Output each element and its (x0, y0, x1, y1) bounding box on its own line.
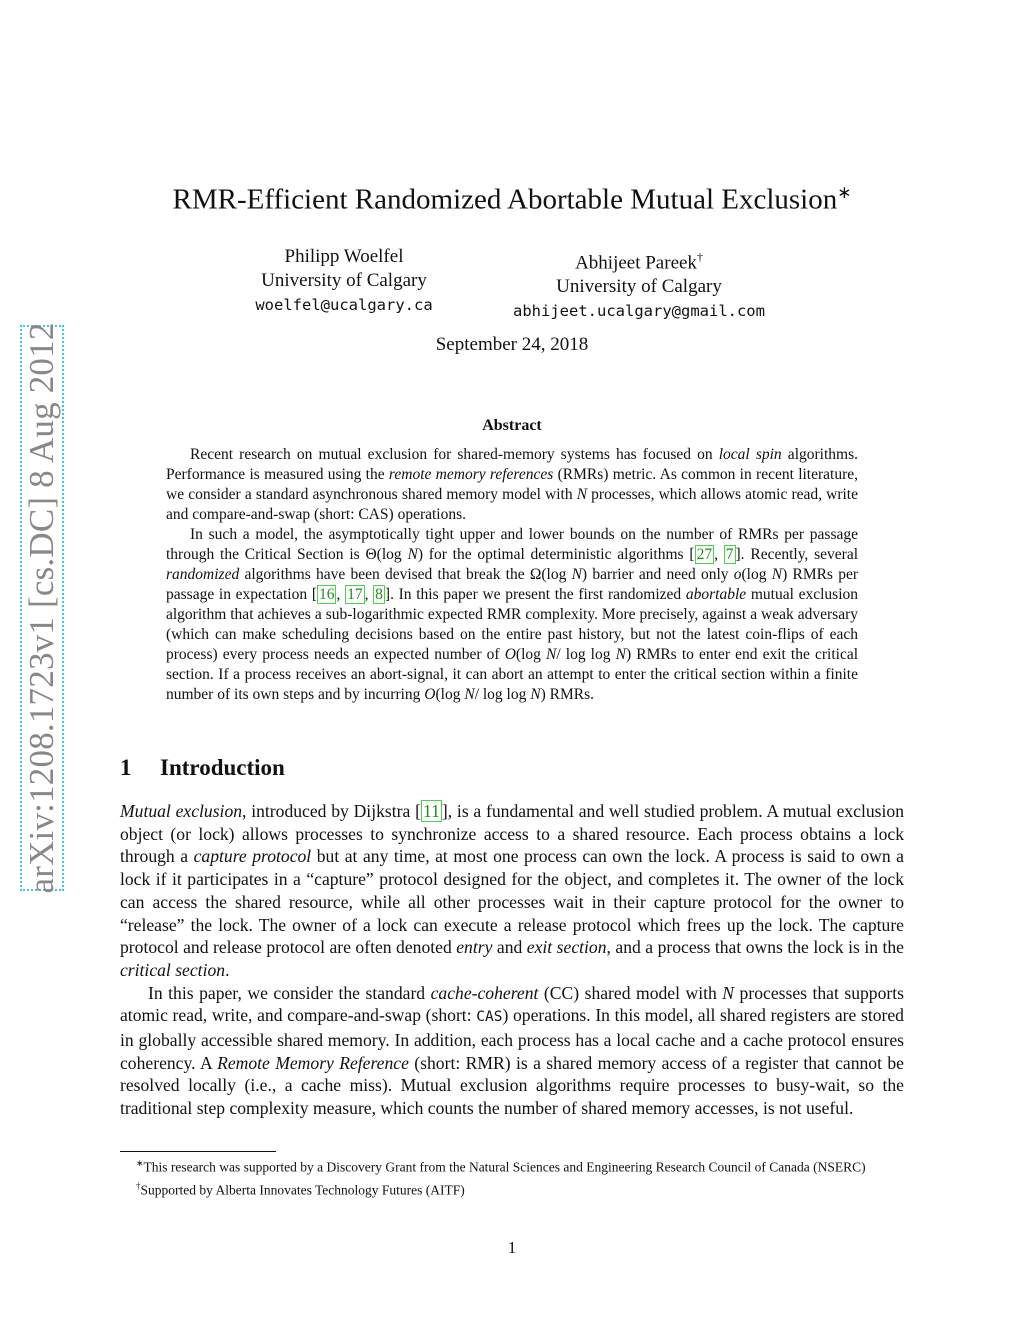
footnote-text: Supported by Alberta Innovates Technology Futures (AITF) (140, 1182, 465, 1197)
paper-date: September 24, 2018 (435, 334, 589, 355)
author-name-text: Abhijeet Pareek (575, 252, 697, 274)
citation-link[interactable]: 27 (696, 546, 713, 563)
code-cas: CAS (476, 1009, 503, 1026)
author-name: Philipp Woelfel (284, 246, 404, 267)
paper-title (0, 183, 1024, 217)
emphasis: abortable (685, 586, 747, 603)
citation-link[interactable]: 16 (318, 586, 335, 603)
intro-paragraph-2: In this paper, we consider the standard cache-coherent (CC) shared model with N processes that supports atomic read, write, and compare-and-swap (short: CAS) operations. In this model, all shared registers are stored in globally accessible shared memory. In addition, each process has a local cache and a cache protocol ensures coherency. A Remote Memory Reference (short: RMR) is a shared memory access of a register that cannot be resolved locally (i.e., a cache miss). Mutual exclusion algorithms require processes to busy-wait, so the traditional step complexity measure, which counts the number of shared memory accesses, is not useful. (120, 982, 904, 1119)
author-affiliation: University of Calgary (261, 270, 427, 291)
abstract-paragraph-2: In such a model, the asymptotically tight upper and lower bounds on the number of RMRs per passage through the Critical Section is Θ(log N) for the optimal deterministic algorithms [ 27 , 7 ]. Recently, several randomized algorithms have been devised that break the Ω(log N) barrier and need only o(log N) RMRs per passage in expectation [ 16 , 17 , 8 ]. In this paper we present the first randomized abortable mutual exclusion algorithm that achieves a sub-logarithmic expected RMR complexity. More precisely, against a weak adversary (which can make scheduling decisions based on the entire past history, but not the latest coin-flips of each process) every process needs an expected number of O(log N/ log log N) RMRs to enter end exit the critical section. If a process receives an abort-signal, it can abort an attempt to enter the critical section within a finite number of its own steps and by incurring O(log N/ log log N) RMRs. (166, 526, 859, 703)
author-name (495, 245, 783, 275)
emphasis: critical section (120, 959, 226, 980)
math-variable: N (722, 982, 735, 1003)
section-number: 1 (120, 755, 132, 780)
arxiv-identifier[interactable]: arXiv:1208.1723v1 [cs.DC] 8 Aug 2012 (22, 322, 61, 894)
title-text: RMR-Efficient Randomized Abortable Mutual Exclusion (172, 183, 838, 216)
emphasis: randomized (166, 566, 240, 583)
footnote-divider (120, 1151, 276, 1152)
author-block-2 (495, 245, 783, 323)
citation-link[interactable]: 17 (347, 586, 363, 603)
emphasis: capture protocol (193, 846, 312, 867)
abstract-paragraph-1: Recent research on mutual exclusion for shared-memory systems has focused on local spin algorithms. Performance is measured using the remote memory references (RMRs) metric. As common in recent literature, we consider a standard asynchronous shared memory model with N processes, which allows atomic read, write and compare-and-swap (short: CAS) operations. (166, 446, 859, 523)
footnote-mark: ∗ (136, 1158, 144, 1168)
emphasis: cache-coherent (430, 982, 539, 1003)
citation-link[interactable]: 7 (725, 546, 734, 563)
emphasis: exit section (526, 937, 607, 958)
footnote-2 (120, 1177, 904, 1200)
emphasis: remote memory references (388, 466, 554, 483)
footnotes (120, 1154, 904, 1199)
intro-paragraph-1: Mutual exclusion, introduced by Dijkstra [ 11 ], is a fundamental and well studied problem. A mutual exclusion object (or lock) allows processes to synchronize access to a shared resource. Each process obtains a lock through a capture protocol but at any time, at most one process can own the lock. A process is said to own a lock if it participates in a “capture” protocol designed for the object, and completes it. The owner of the lock can access the shared resource, while all other processes wait in their capture protocol for the owner to “release” the lock. The owner of a lock can execute a release protocol which frees up the lock. The capture protocol and release protocol are often denoted entry and exit section, and a process that owns the lock is in the critical section. (120, 801, 904, 980)
math-variable: N (576, 486, 588, 503)
page-number: 1 (507, 1238, 517, 1257)
abstract-heading: Abstract (482, 417, 542, 434)
emphasis: entry (456, 937, 493, 958)
introduction-body (120, 800, 904, 1120)
author-email[interactable]: woelfel@ucalgary.ca (255, 296, 433, 314)
author-email[interactable]: abhijeet.ucalgary@gmail.com (513, 302, 765, 321)
emphasis: Mutual exclusion (120, 801, 243, 821)
emphasis: Remote Memory Reference (217, 1052, 409, 1073)
footnote-1 (120, 1154, 904, 1177)
section-title: Introduction (160, 755, 285, 780)
section-heading-introduction (120, 755, 285, 781)
footnote-mark: † (136, 1180, 141, 1191)
citation-link[interactable]: 8 (375, 586, 383, 603)
author-footnote-mark: † (696, 250, 703, 264)
title-footnote-mark: ∗ (837, 183, 852, 202)
emphasis: local spin (718, 446, 782, 463)
abstract-body (166, 445, 858, 705)
citation-link[interactable]: 11 (422, 801, 440, 821)
author-block-1 (222, 245, 466, 317)
author-affiliation: University of Calgary (556, 276, 722, 298)
footnote-text: This research was supported by a Discovery Grant from the Natural Sciences and Engineering Research Council of Canada (NSERC) (143, 1159, 866, 1175)
